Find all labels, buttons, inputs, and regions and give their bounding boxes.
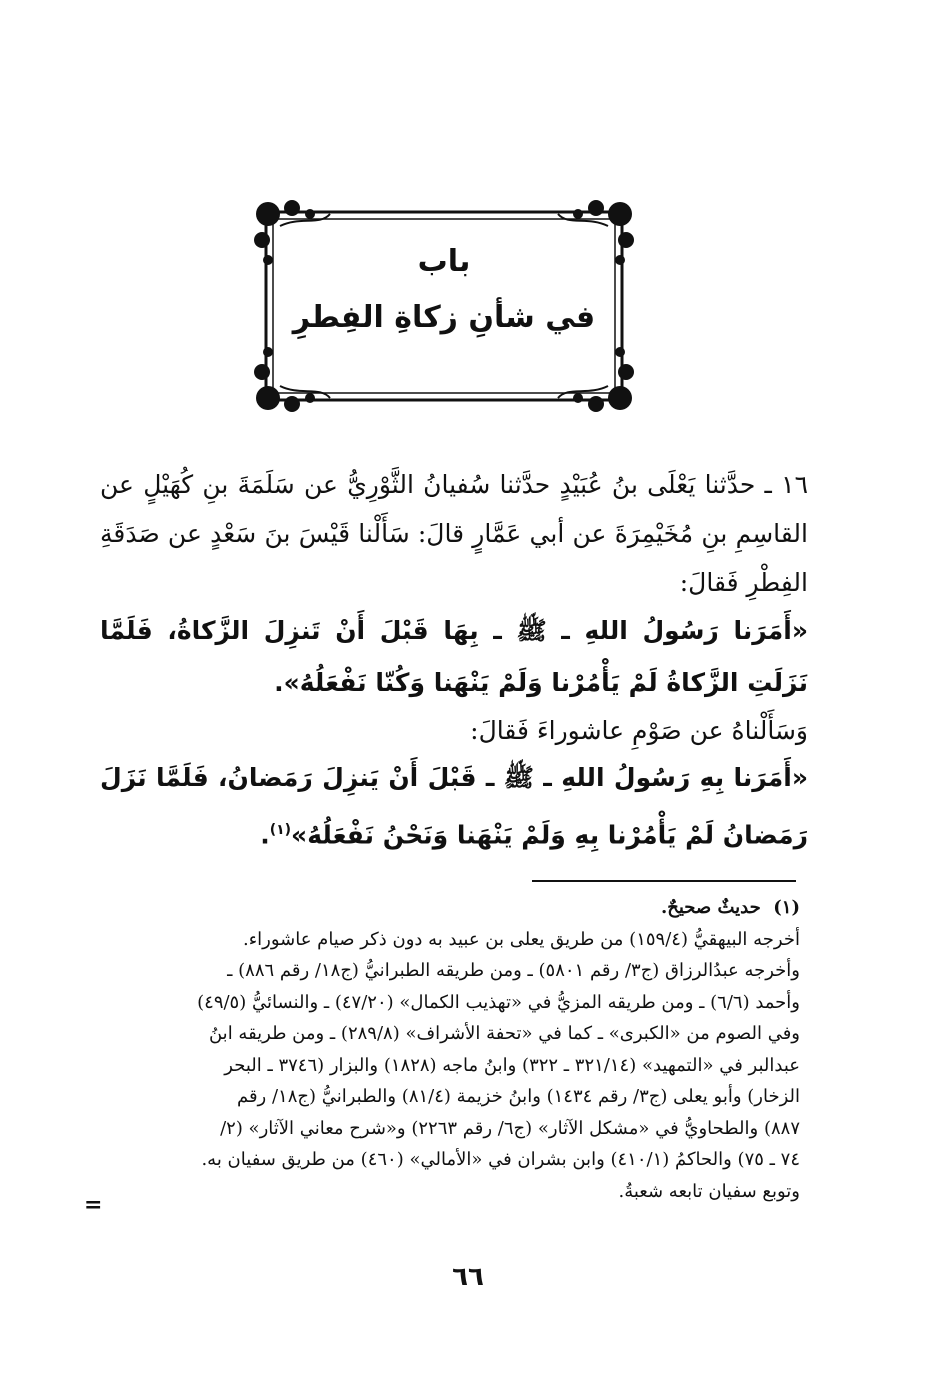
chapter-title-frame — [250, 196, 638, 416]
footnote-continuation-mark: = — [84, 1192, 103, 1218]
footnote-line: وفي الصوم من «الكبرى» ـ كما في «تحفة الأشراف» (٢٨٩/٨) ـ ومن طريقه ابنُ — [208, 1023, 800, 1044]
footnote-line: وتوبع سفيان تابعه شعبةُ. — [618, 1180, 800, 1202]
footnote-line: ٧٤ ـ ٧٥) والحاكمُ (٤١٠/١) وابن بشران في «الأمالي» (٤٦٠) من طريق سفيان به. — [201, 1149, 800, 1170]
footnote-line: وأخرجه عبدُالرزاق (ج٣/ رقم ٥٨٠١) ـ ومن طريقه الطبرانيُّ (ج١٨/ رقم ٨٨٦) ـ — [227, 960, 800, 981]
footnote-reference[interactable]: (١) — [269, 822, 292, 838]
chapter-heading: باب — [417, 244, 471, 279]
footnotes — [110, 892, 800, 1207]
hadith-question-ashura: وَسَأَلْناهُ عن صَوْمِ عاشوراءَ فَقالَ: — [470, 716, 808, 745]
footnote-line: وأحمد (٦/٦) ـ ومن طريقه المزيُّ في «تهذيب الكمال» (٤٧/٢٠) ـ والنسائيُّ (٤٩/٥) — [197, 991, 800, 1013]
hadith-quote-zakat: «أَمَرَنا رَسُولُ اللهِ ـ ﷺ ـ بِهَا قَبْلَ أَنْ تَنزِلَ الزَّكاةُ، فَلَمَّا نَزَلَتِ الزَّكاةُ لَمْ يَأْمُرْنا وَلَمْ يَنْهَنا وَكُنّا نَفْعَلُهُ». — [100, 616, 808, 697]
footnote-line: الزخار) وأبو يعلى (ج٣/ رقم ١٤٣٤) وابنُ خزيمة (٨١/٤) والطبرانيُّ (ج١٨/ رقم — [236, 1086, 800, 1107]
chapter-title: في شأنِ زكاةِ الفِطرِ — [292, 300, 596, 335]
footnote-heading — [110, 892, 800, 924]
hadith-isnad: ١٦ ـ حدَّثنا يَعْلَى بنُ عُبَيْدٍ حدَّثنا سُفيانُ الثَّوْرِيُّ عن سَلَمَةَ بنِ كُهَيْلٍ عن القاسِمِ بنِ مُخَيْمِرَةَ عن أبي عَمَّارٍ قالَ: سَأَلْنا قَيْسَ بنَ سَعْدٍ عن صَدَقَةِ الفِطْرِ فَقالَ: — [100, 470, 808, 597]
footnote-line: ٨٨٧) والطحاويُّ في «مشكل الآثار» (ج٦/ رقم ٢٢٦٣) و«شرح معاني الآثار» (٢/ — [220, 1117, 800, 1139]
hadith-quote-ashura — [100, 752, 808, 861]
page-number: ٦٦ — [452, 1262, 484, 1292]
footnote-line: عبدالبر في «التمهيد» (٣٢١/١٤ ـ ٣٢٢) وابنُ ماجه (١٨٢٨) والبزار (٣٧٤٦ ـ البحر — [224, 1054, 800, 1076]
footnote-marker: (١) — [773, 897, 800, 918]
quote-end-period: . — [260, 820, 270, 850]
footnote-separator — [532, 880, 796, 882]
footnote-grade: حديثٌ صحيحٌ. — [660, 897, 761, 918]
quote-text: «أَمَرَنا بِهِ رَسُولُ اللهِ ـ ﷺ ـ قَبْلَ أَنْ يَنزِلَ رَمَضانُ، فَلَمَّا نَزَلَ رَمَضانُ لَمْ يَأْمُرْنا بِهِ وَلَمْ يَنْهَنا وَنَحْنُ نَفْعَلُهُ» — [100, 763, 808, 850]
footnote-line: أخرجه البيهقيُّ (١٥٩/٤) من طريق يعلى بن عبيد به دون ذكر صيام عاشوراء. — [242, 928, 800, 950]
